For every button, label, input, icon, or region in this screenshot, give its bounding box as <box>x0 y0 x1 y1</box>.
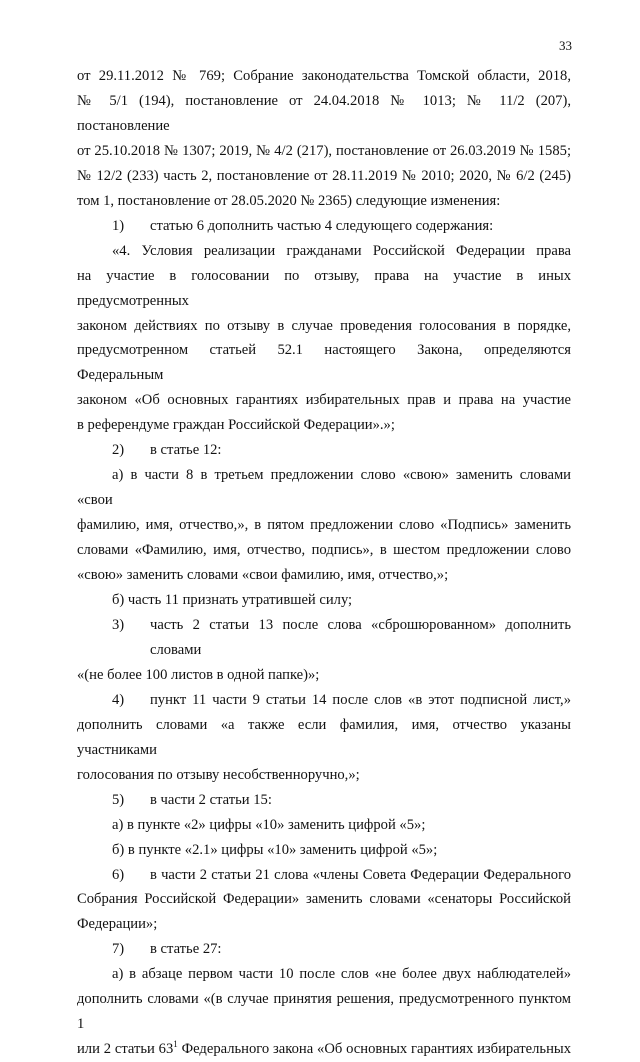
superscript: 1 <box>173 1039 178 1050</box>
list-item <box>77 788 571 813</box>
text-line: голосования по отзыву несобственноручно,»; <box>77 766 360 783</box>
quote-line: «4. Условия реализации гражданами Российской Федерации права <box>112 242 571 259</box>
quote-line: в референдуме граждан Российской Федерации».»; <box>77 417 395 434</box>
item-number: 7) <box>112 941 125 958</box>
page-number: 33 <box>559 38 572 53</box>
text-line: Федерации»; <box>77 916 158 933</box>
item-number: 5) <box>112 791 125 808</box>
item-text: пункт 11 части 9 статьи 14 после слов «в этот подписной лист,» <box>150 691 571 708</box>
quote-line: законом действиях по отзыву в случае проведения голосования в порядке, <box>77 317 571 334</box>
text-line: № 12/2 (233) часть 2, постановление от 28.11.2019 № 2010; 2020, № 6/2 (245) <box>77 167 571 184</box>
item-text: в части 2 статьи 21 слова «члены Совета Федерации Федерального <box>150 866 571 883</box>
quote-line: предусмотренном статьей 52.1 настоящего Закона, определяются Федеральным <box>77 342 571 384</box>
text-line: № 5/1 (194), постановление от 24.04.2018 № 1013; № 11/2 (207), постановление <box>77 92 571 134</box>
sub-item-line: дополнить словами «(в случае принятия решения, предусмотренного пунктом 1 <box>77 991 571 1033</box>
list-item <box>77 863 571 888</box>
list-item <box>77 438 571 463</box>
text-line: дополнить словами «а также если фамилия, имя, отчество указаны участниками <box>77 716 571 758</box>
sub-item-line: б) часть 11 признать утратившей силу; <box>112 592 353 609</box>
line-segment: Федерального закона «Об основных гарантиях избирательных <box>177 1041 571 1058</box>
item-text: в части 2 статьи 15: <box>150 791 272 808</box>
sub-item-line: б) в пункте «2.1» цифры «10» заменить цифрой «5»; <box>112 841 438 858</box>
sub-item-line: а) в абзаце первом части 10 после слов «не более двух наблюдателей» <box>112 966 571 983</box>
item-number: 3) <box>112 616 125 633</box>
item-text: часть 2 статьи 13 после слова «сброшюрованном» дополнить словами <box>150 616 571 658</box>
text-line: от 29.11.2012 № 769; Собрание законодательства Томской области, 2018, <box>77 68 571 84</box>
sub-item-line: фамилию, имя, отчество,», в пятом предложении слово «Подпись» заменить <box>77 517 571 534</box>
item-number: 4) <box>112 691 125 708</box>
list-item <box>77 688 571 713</box>
text-line: от 25.10.2018 № 1307; 2019, № 4/2 (217), постановление от 26.03.2019 № 1585; <box>77 142 571 159</box>
sub-item-line: словами «Фамилию, имя, отчество, подпись», в шестом предложении слово <box>77 542 571 559</box>
quote-line: законом «Об основных гарантиях избирательных прав и права на участие <box>77 392 571 409</box>
item-number: 1) <box>112 217 125 234</box>
quote-line: на участие в голосовании по отзыву, права на участие в иных предусмотренных <box>77 267 571 309</box>
item-text: статью 6 дополнить частью 4 следующего содержания: <box>150 217 494 234</box>
list-item <box>77 214 571 239</box>
sub-item-line: а) в части 8 в третьем предложении слово «свою» заменить словами «свои <box>77 467 571 509</box>
line-segment: или 2 статьи 63 <box>77 1041 174 1058</box>
list-item <box>77 613 571 663</box>
text-line: Собрания Российской Федерации» заменить словами «сенаторы Российской <box>77 891 571 908</box>
document-body <box>77 64 571 1062</box>
sub-item-line <box>77 1037 571 1062</box>
item-number: 6) <box>112 866 125 883</box>
sub-item-line: а) в пункте «2» цифры «10» заменить цифрой «5»; <box>112 816 426 833</box>
item-text: в статье 12: <box>150 442 222 459</box>
text-line: том 1, постановление от 28.05.2020 № 2365) следующие изменения: <box>77 192 501 209</box>
list-item <box>77 937 571 962</box>
text-line: «(не более 100 листов в одной папке)»; <box>77 666 320 683</box>
item-text: в статье 27: <box>150 941 222 958</box>
sub-item-line: «свою» заменить словами «свои фамилию, имя, отчество,»; <box>77 567 449 584</box>
item-number: 2) <box>112 442 125 459</box>
